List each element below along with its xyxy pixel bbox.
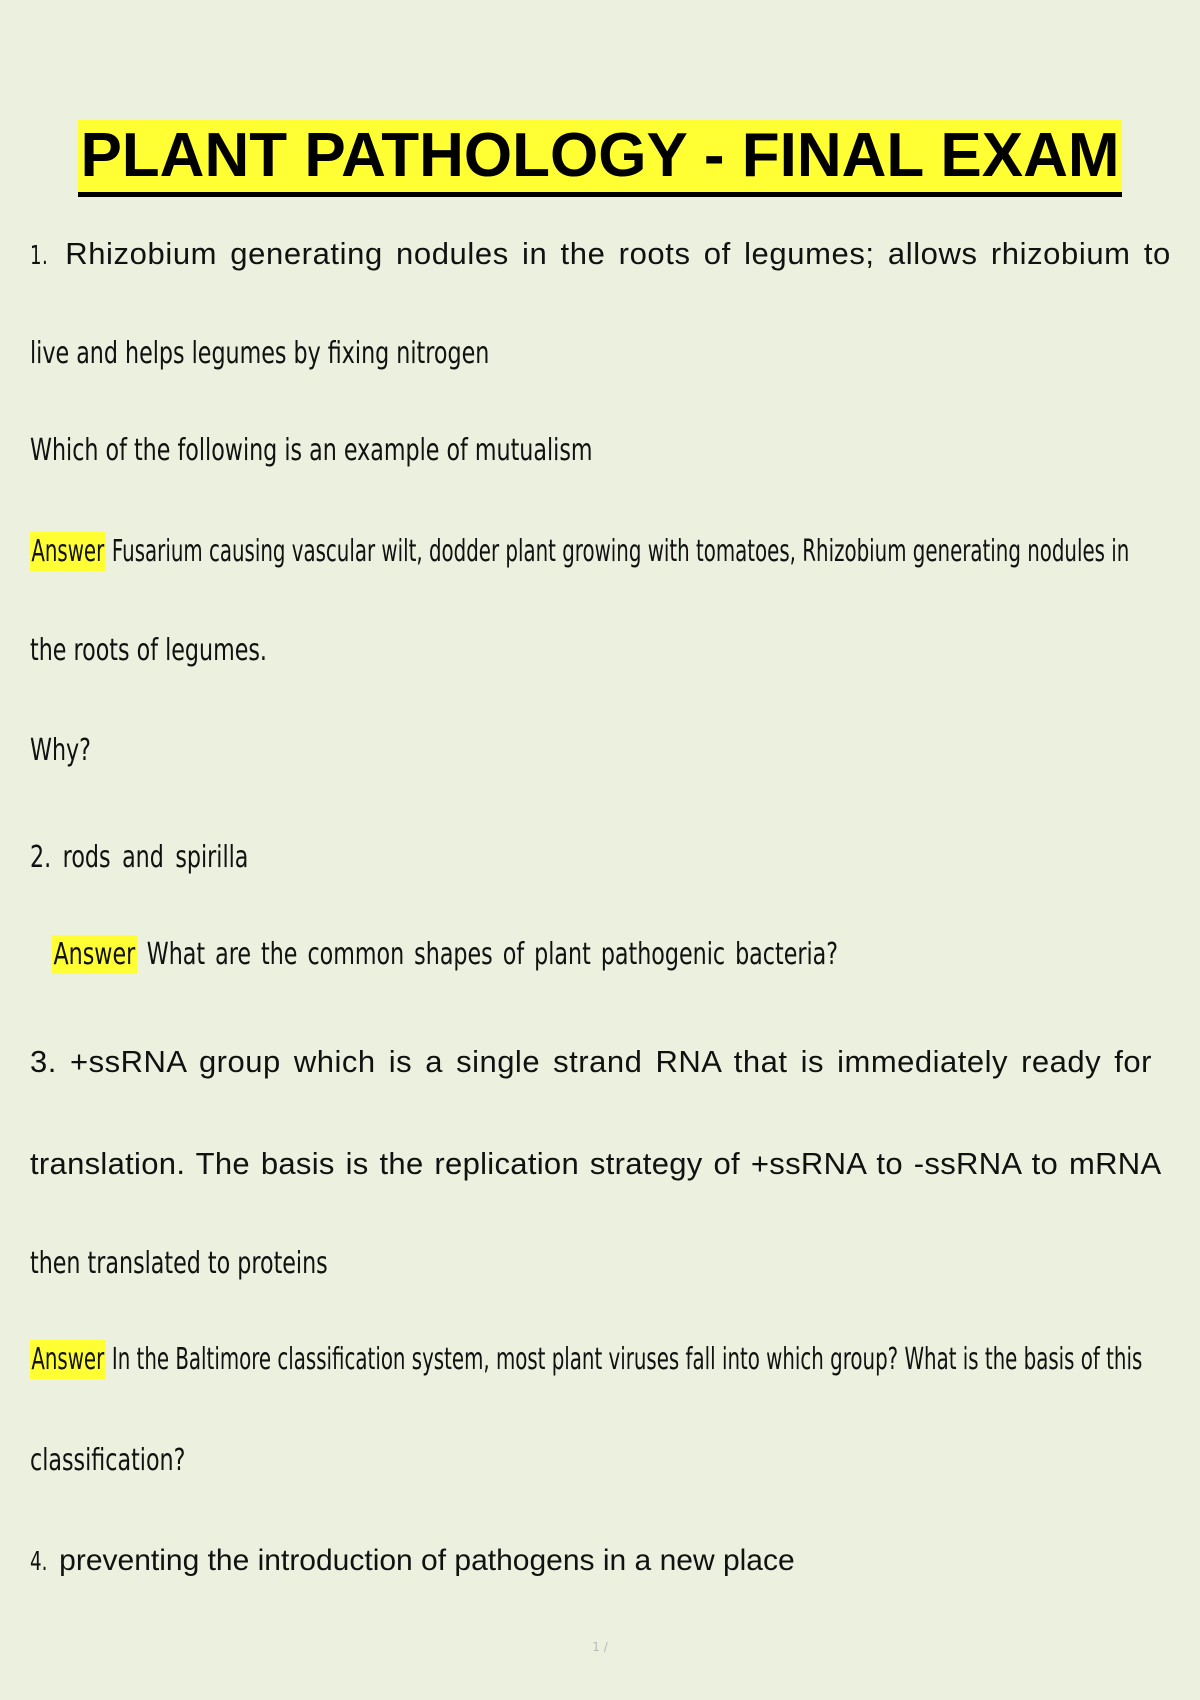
question-3-text-1: +ssRNA group which is a single strand RNA that is immediately ready for xyxy=(69,1044,1152,1079)
question-1-number: 1. xyxy=(30,241,49,271)
title-container xyxy=(0,120,1200,197)
question-1-line-1 xyxy=(30,236,1171,272)
page-title: PLANT PATHOLOGY - FINAL EXAM xyxy=(78,120,1121,197)
answer-3-label: Answer xyxy=(31,1342,105,1377)
answer-1-text-2: the roots of legumes. xyxy=(30,633,267,668)
question-4-number: 4. xyxy=(30,1547,48,1577)
question-1-line-3 xyxy=(30,433,593,468)
question-1-text-3: Which of the following is an example of mutualism xyxy=(30,433,593,468)
answer-1-label: Answer xyxy=(31,534,105,569)
question-4-text-1: preventing the introduction of pathogens in a new place xyxy=(59,1544,795,1577)
answer-3-text-1: In the Baltimore classification system, most plant viruses fall into which group? What is the basis of this xyxy=(111,1342,1143,1377)
question-4-line-1 xyxy=(30,1544,795,1578)
answer-1-line-3 xyxy=(30,733,91,768)
question-3-line-2 xyxy=(30,1146,1161,1182)
answer-3-line-2 xyxy=(30,1443,185,1478)
answer-2-text-1: What are the common shapes of plant pathogenic bacteria? xyxy=(146,937,839,972)
answer-1-line-2 xyxy=(30,633,267,668)
question-3-line-3 xyxy=(30,1246,328,1281)
answer-3-line-1 xyxy=(30,1342,1142,1377)
answer-1-line-1 xyxy=(30,534,1129,569)
page-number: 1 / xyxy=(592,1640,608,1654)
question-2-line-1 xyxy=(30,840,248,875)
question-1-text-1: Rhizobium generating nodules in the roots of legumes; allows rhizobium to xyxy=(65,236,1171,271)
question-3-line-1 xyxy=(30,1044,1152,1080)
answer-1-text-1: Fusarium causing vascular wilt, dodder plant growing with tomatoes, Rhizobium generating nodules in xyxy=(111,534,1130,569)
answer-3-text-2: classification? xyxy=(30,1443,186,1478)
question-3-text-2: translation. The basis is the replication strategy of +ssRNA to -ssRNA to mRNA xyxy=(30,1146,1162,1181)
answer-2-label: Answer xyxy=(53,937,136,972)
answer-1-text-3: Why? xyxy=(30,733,91,768)
question-3-text-3: then translated to proteins xyxy=(30,1246,328,1281)
question-2-text-1: rods and spirilla xyxy=(62,840,249,875)
question-3-number: 3. xyxy=(30,1044,57,1079)
question-1-text-2: live and helps legumes by fixing nitrogen xyxy=(30,336,490,371)
question-2-number: 2. xyxy=(30,840,52,875)
question-1-line-2 xyxy=(30,336,489,371)
answer-2-line-1 xyxy=(52,937,838,972)
